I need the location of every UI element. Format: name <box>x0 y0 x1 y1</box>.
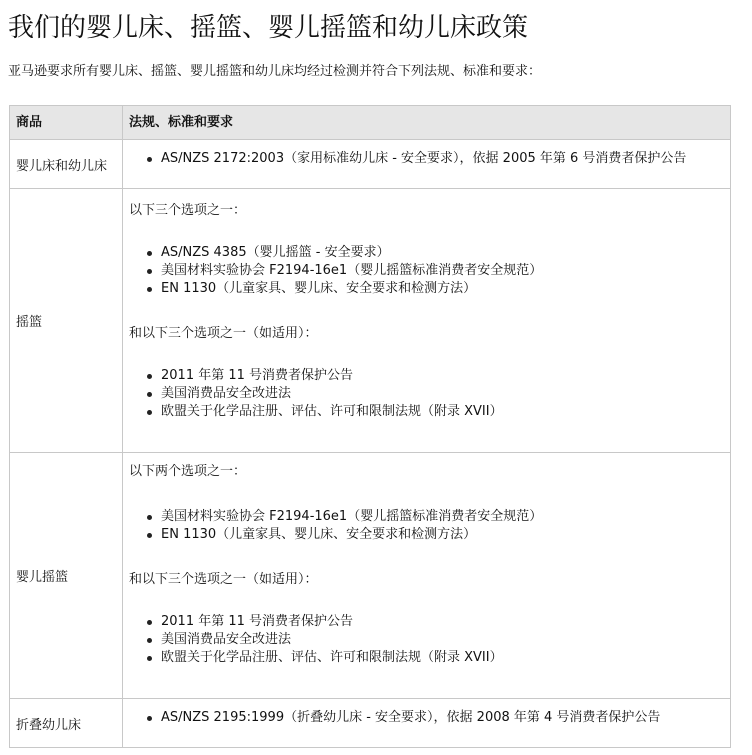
option-intro: 以下三个选项之一： <box>129 203 247 218</box>
list-item: 美国材料实验协会 F2194-16e1（婴儿摇篮标准消费者安全规范） <box>161 262 730 280</box>
intro-text: 亚马逊要求所有婴儿床、摇篮、婴儿摇篮和幼儿床均经过检测并符合下列法规、标准和要求： <box>8 64 542 79</box>
option-intro: 以下两个选项之一： <box>129 464 247 479</box>
requirements-cell <box>123 699 731 748</box>
requirement-list <box>129 244 730 298</box>
requirements-cell <box>123 453 731 699</box>
list-item: 2011 年第 11 号消费者保护公告 <box>161 367 730 385</box>
list-item: AS/NZS 2172:2003（家用标准幼儿床 - 安全要求），依据 2005 年第 6 号消费者保护公告 <box>161 150 730 168</box>
list-item: 欧盟关于化学品注册、评估、许可和限制法规（附录 XVII） <box>161 649 730 667</box>
product-cell: 摇篮 <box>10 189 123 453</box>
table-row <box>10 189 731 453</box>
page-title: 我们的婴儿床、摇篮、婴儿摇篮和幼儿床政策 <box>8 13 529 43</box>
option-intro: 和以下三个选项之一（如适用）： <box>129 572 318 587</box>
product-cell: 婴儿床和幼儿床 <box>10 140 123 189</box>
list-item: AS/NZS 2195:1999（折叠幼儿床 - 安全要求），依据 2008 年第 4 号消费者保护公告 <box>161 709 730 727</box>
requirement-list <box>129 367 730 421</box>
policy-table <box>9 105 731 748</box>
requirement-list <box>129 709 730 727</box>
product-cell: 折叠幼儿床 <box>10 699 123 748</box>
product-cell: 婴儿摇篮 <box>10 453 123 699</box>
table-header-row <box>10 106 731 140</box>
table-row <box>10 699 731 748</box>
table-row <box>10 453 731 699</box>
option-intro: 和以下三个选项之一（如适用）： <box>129 326 318 341</box>
header-requirements: 法规、标准和要求 <box>123 106 731 140</box>
list-item: 2011 年第 11 号消费者保护公告 <box>161 613 730 631</box>
requirement-list <box>129 613 730 667</box>
list-item: EN 1130（儿童家具、婴儿床、安全要求和检测方法） <box>161 526 730 544</box>
list-item: 美国消费品安全改进法 <box>161 631 730 649</box>
header-product: 商品 <box>10 106 123 140</box>
list-item: 欧盟关于化学品注册、评估、许可和限制法规（附录 XVII） <box>161 403 730 421</box>
requirement-list <box>129 508 730 544</box>
list-item: 美国消费品安全改进法 <box>161 385 730 403</box>
list-item: 美国材料实验协会 F2194-16e1（婴儿摇篮标准消费者安全规范） <box>161 508 730 526</box>
list-item: AS/NZS 4385（婴儿摇篮 - 安全要求） <box>161 244 730 262</box>
requirements-cell <box>123 189 731 453</box>
table-row <box>10 140 731 189</box>
requirements-cell <box>123 140 731 189</box>
requirement-list <box>129 150 730 168</box>
list-item: EN 1130（儿童家具、婴儿床、安全要求和检测方法） <box>161 280 730 298</box>
